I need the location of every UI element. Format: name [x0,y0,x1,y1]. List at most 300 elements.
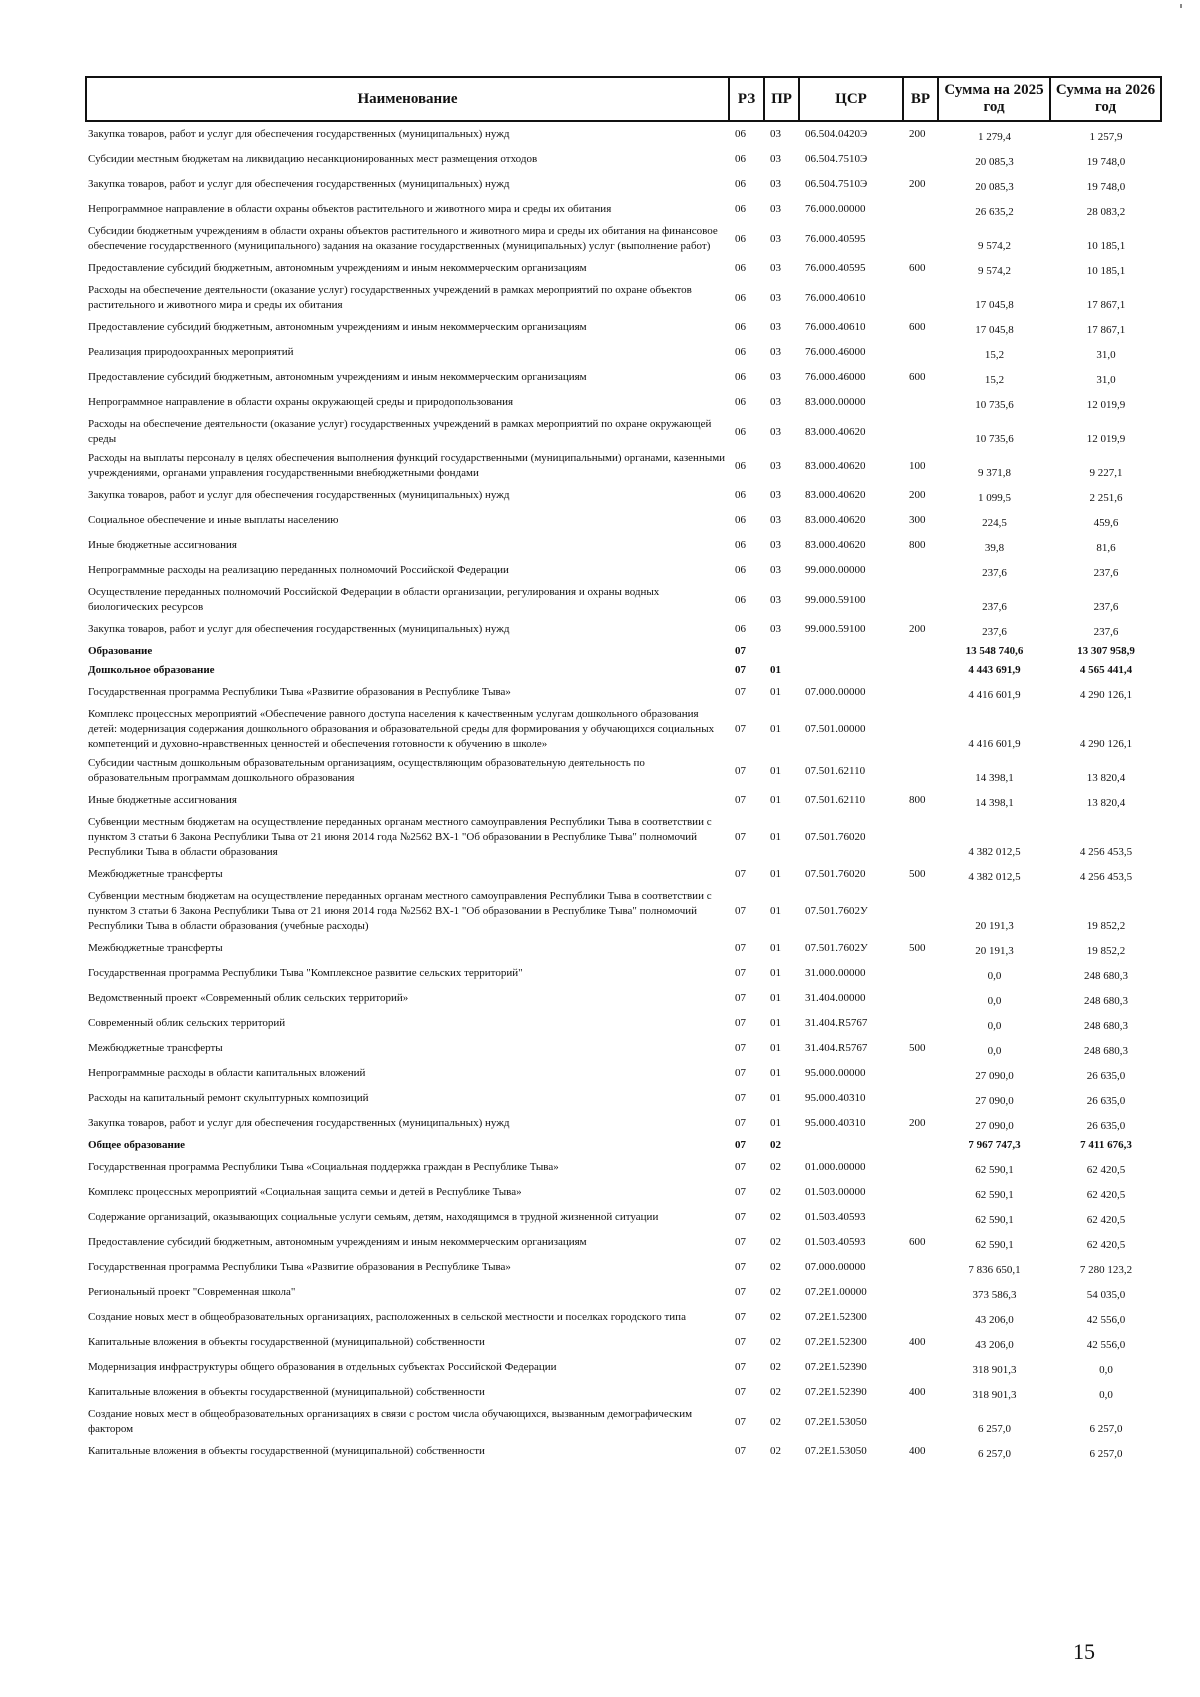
row-sum-2025: 318 901,3 [972,1364,1017,1376]
row-name: Межбюджетные трансферты [88,1042,223,1054]
row-pr: 02 [770,1211,781,1223]
row-vr [903,961,938,986]
row-vr [903,1405,938,1439]
row-sum-2025: 62 590,1 [975,1164,1014,1176]
row-sum-2025: 9 371,8 [978,467,1011,479]
page-number: 15 [1073,1639,1095,1664]
row-rz: 07 [735,1286,746,1298]
row-rz: 07 [735,868,746,880]
row-rz: 07 [735,764,746,777]
row-name: Непрограммные расходы на реализацию переданных полномочий Российской Федерации [88,564,509,576]
row-vr [903,1011,938,1036]
table-row [86,1086,1161,1111]
row-pr: 01 [770,764,781,777]
row-name: Предоставление субсидий бюджетным, автономным учреждениям и иным некоммерческим организациям [88,371,587,383]
row-name: Субсидии бюджетным учреждениям в области охраны объектов растительного и животного мира и среды их обитания на финансовое обеспечение государственного (муниципального) задания на оказание государственных (муниципальных) услуг (выполнение работ) [88,225,718,252]
row-sum-2026: 0,0 [1099,1364,1113,1376]
row-csr: 07.2Е1.53050 [805,1415,867,1428]
row-vr [903,1355,938,1380]
row-rz: 07 [735,1092,746,1104]
row-pr: 03 [770,539,781,551]
row-sum-2026: 10 185,1 [1086,240,1126,252]
row-csr: 83.000.40620 [805,425,866,438]
row-sum-2025: 9 574,2 [978,240,1011,252]
table-row [86,508,1161,533]
row-vr [903,281,938,315]
row-sum-2026: 13 307 958,9 [1077,645,1135,657]
row-name: Осуществление переданных полномочий Российской Федерации в области организации, регулирования и охраны водных биологических ресурсов [88,586,660,613]
row-rz: 06 [735,623,746,635]
table-body [86,121,1161,1464]
row-pr: 02 [770,1139,781,1151]
row-sum-2025: 7 836 650,1 [968,1264,1021,1276]
row-vr [903,887,938,936]
row-vr: 400 [909,1445,926,1457]
table-row [86,1355,1161,1380]
row-csr: 31.404.R5767 [805,1017,868,1029]
header-vr: ВР [903,77,938,121]
row-csr: 83.000.40620 [805,539,866,551]
row-name: Образование [88,645,153,657]
row-sum-2025: 15,2 [984,374,1005,386]
row-rz: 07 [735,686,746,698]
table-row [86,222,1161,256]
row-csr: 95.000.40310 [805,1117,866,1129]
row-sum-2026: 12 019,9 [1086,433,1126,445]
table-row [86,754,1161,788]
row-sum-2025: 6 257,0 [978,1448,1011,1460]
row-sum-2026: 42 556,0 [1086,1314,1126,1326]
table-row [86,788,1161,813]
table-row [86,1305,1161,1330]
row-name: Комплекс процессных мероприятий «Социальная защита семьи и детей в Республике Тыва» [88,1186,522,1198]
row-vr: 100 [909,459,926,472]
row-sum-2025: 0,0 [987,995,1002,1007]
table-row [86,1280,1161,1305]
row-rz: 07 [735,664,746,676]
row-vr [903,340,938,365]
row-sum-2026: 54 035,0 [1086,1289,1126,1301]
row-pr: 01 [770,794,781,806]
row-rz: 06 [735,291,746,304]
header-sum-2025: Сумма на 2025 год [938,77,1050,121]
row-sum-2025: 62 590,1 [975,1214,1014,1226]
row-pr: 03 [770,153,781,165]
row-pr: 03 [770,459,781,472]
row-csr: 07.501.7602У [805,905,868,917]
table-row [86,483,1161,508]
row-csr: 83.000.40620 [805,459,866,472]
row-sum-2025: 4 416 601,9 [968,738,1021,750]
row-vr: 500 [909,942,926,954]
table-row [86,340,1161,365]
row-vr: 200 [909,489,926,501]
table-row [86,1036,1161,1061]
row-csr [799,1136,903,1155]
row-pr: 02 [770,1386,781,1398]
row-sum-2025: 10 735,6 [975,399,1014,411]
row-vr [903,583,938,617]
row-vr [903,1205,938,1230]
row-sum-2026: 26 635,0 [1086,1095,1126,1107]
row-csr: 95.000.00000 [805,1067,866,1079]
row-sum-2025: 4 416 601,9 [968,689,1021,701]
row-pr: 03 [770,425,781,438]
budget-table-container [85,76,1160,1464]
row-vr [903,1086,938,1111]
row-name: Расходы на обеспечение деятельности (оказание услуг) государственных учреждений в рамках мероприятий по охране окружающей среды [88,418,712,445]
row-sum-2026: 237,6 [1093,626,1119,638]
table-row [86,1061,1161,1086]
table-row [86,256,1161,281]
row-sum-2025: 7 967 747,3 [968,1139,1021,1151]
row-rz: 07 [735,1161,746,1173]
row-sum-2026: 9 227,1 [1089,467,1123,479]
row-sum-2026: 28 083,2 [1086,206,1126,218]
row-name: Межбюджетные трансферты [88,868,223,880]
row-csr: 01.503.40593 [805,1236,866,1248]
row-sum-2026: 7 411 676,3 [1080,1139,1132,1151]
row-vr: 500 [909,868,926,880]
row-sum-2025: 20 191,3 [975,920,1014,932]
row-csr: 07.501.62110 [805,794,866,806]
scan-mark [1180,4,1182,8]
row-sum-2026: 4 290 126,1 [1079,689,1133,701]
table-row [86,1205,1161,1230]
row-pr: 01 [770,686,781,698]
table-row [86,1111,1161,1136]
row-rz: 07 [735,967,746,979]
row-pr: 02 [770,1445,781,1457]
row-name: Общее образование [88,1139,186,1151]
row-csr: 76.000.40610 [805,321,866,333]
row-name: Государственная программа Республики Тыва «Социальная поддержка граждан в Республике Тыва» [88,1161,559,1173]
row-name: Капитальные вложения в объекты государственной (муниципальной) собственности [88,1386,485,1398]
row-sum-2026: 4 256 453,5 [1079,846,1133,858]
row-name: Субвенции местным бюджетам на осуществление переданных органам местного самоуправления Республики Тыва в соответствии с пунктом 3 статьи 6 Закона Республики Тыва от 21 июня 2014 года №2562 ВХ-1 "Об образовании в Республике Тыва" полномочий Республики Тыва в области образования (учебные расходы) [88,890,712,932]
row-name: Предоставление субсидий бюджетным, автономным учреждениям и иным некоммерческим организациям [88,321,587,333]
row-sum-2025: 6 257,0 [978,1423,1011,1435]
row-csr: 06.504.0420Э [805,128,868,140]
row-vr [903,197,938,222]
row-sum-2026: 62 420,5 [1086,1189,1126,1201]
table-row [86,1439,1161,1464]
table-row [86,813,1161,862]
row-pr: 01 [770,868,781,880]
row-vr [903,661,938,680]
row-name: Предоставление субсидий бюджетным, автономным учреждениям и иным некоммерческим организациям [88,262,587,274]
row-sum-2025: 1 099,5 [978,492,1011,504]
row-csr: 06.504.7510Э [805,153,868,165]
table-row [86,390,1161,415]
table-row [86,887,1161,936]
table-row [86,315,1161,340]
row-pr: 01 [770,992,781,1004]
row-vr: 600 [909,262,926,274]
row-pr: 03 [770,346,781,358]
table-row [86,642,1161,661]
row-csr: 76.000.46000 [805,346,866,358]
row-sum-2025: 10 735,6 [975,433,1014,445]
row-name: Субвенции местным бюджетам на осуществление переданных органам местного самоуправления Республики Тыва в соответствии с пунктом 3 статьи 6 Закона Республики Тыва от 21 июня 2014 года №2562 ВХ-1 "Об образовании в Республике Тыва" полномочий Республики Тыва в области образования [88,816,712,858]
row-rz: 07 [735,992,746,1004]
row-sum-2026: 237,6 [1093,567,1119,579]
row-sum-2026: 237,6 [1093,601,1119,613]
row-rz: 07 [735,1311,746,1323]
row-vr: 600 [909,371,926,383]
table-row [86,365,1161,390]
row-csr: 07.501.62110 [805,764,866,777]
row-sum-2026: 42 556,0 [1086,1339,1126,1351]
row-name: Межбюджетные трансферты [88,942,223,954]
row-name: Иные бюджетные ассигнования [88,539,237,551]
row-sum-2026: 248 680,3 [1084,970,1128,982]
row-sum-2026: 31,0 [1096,349,1116,361]
row-vr: 200 [909,178,926,190]
row-rz: 07 [735,645,746,657]
row-name: Государственная программа Республики Тыва «Развитие образования в Республике Тыва» [88,1261,511,1273]
row-rz: 06 [735,425,746,438]
row-sum-2025: 62 590,1 [975,1239,1014,1251]
row-pr: 01 [770,723,781,735]
row-csr: 83.000.00000 [805,396,866,408]
row-rz: 07 [735,1017,746,1029]
row-rz: 07 [735,1211,746,1223]
row-vr: 800 [909,794,926,806]
row-sum-2026: 0,0 [1099,1389,1113,1401]
row-sum-2026: 19 852,2 [1086,920,1126,932]
row-sum-2026: 1 257,9 [1089,131,1123,143]
table-row [86,617,1161,642]
row-rz: 06 [735,371,746,383]
row-vr [903,705,938,754]
table-row [86,583,1161,617]
row-rz: 07 [735,1236,746,1248]
row-csr: 01.000.00000 [805,1161,866,1173]
row-name: Дошкольное образование [88,664,215,676]
table-row [86,1330,1161,1355]
row-name: Реализация природоохранных мероприятий [88,346,294,358]
row-pr: 02 [770,1161,781,1173]
row-pr: 02 [770,1236,781,1248]
row-name: Создание новых мест в общеобразовательных организациях, расположенных в сельской местности и поселках городского типа [88,1311,686,1323]
row-pr: 02 [770,1286,781,1298]
row-pr: 03 [770,564,781,576]
row-vr: 600 [909,1236,926,1248]
row-rz: 06 [735,262,746,274]
row-vr [903,1280,938,1305]
row-sum-2025: 27 090,0 [975,1070,1014,1082]
table-row [86,1380,1161,1405]
row-csr: 07.000.00000 [805,686,866,698]
row-csr: 76.000.40610 [805,291,866,304]
row-rz: 07 [735,1186,746,1198]
row-rz: 06 [735,489,746,501]
row-csr: 06.504.7510Э [805,178,868,190]
row-sum-2026: 248 680,3 [1084,1020,1128,1032]
row-vr: 800 [909,539,926,551]
row-sum-2025: 27 090,0 [975,1095,1014,1107]
row-name: Государственная программа Республики Тыва «Развитие образования в Республике Тыва» [88,686,511,698]
row-sum-2025: 14 398,1 [975,797,1014,809]
row-pr: 03 [770,321,781,333]
row-name: Закупка товаров, работ и услуг для обеспечения государственных (муниципальных) нужд [88,489,510,501]
row-csr: 07.2Е1.52300 [805,1311,867,1323]
row-sum-2025: 318 901,3 [972,1389,1017,1401]
row-sum-2026: 13 820,4 [1086,772,1126,784]
table-header-row [86,77,1161,121]
row-sum-2025: 15,2 [984,349,1005,361]
row-rz: 07 [735,1117,746,1129]
row-sum-2026: 13 820,4 [1086,797,1126,809]
table-row [86,558,1161,583]
row-sum-2026: 4 256 453,5 [1079,871,1133,883]
row-rz: 06 [735,203,746,215]
row-pr: 01 [770,905,781,917]
row-pr: 03 [770,262,781,274]
row-vr: 200 [909,1117,926,1129]
row-rz: 07 [735,1361,746,1373]
row-rz: 07 [735,1042,746,1054]
budget-table [85,76,1162,1464]
row-vr [903,558,938,583]
table-row [86,961,1161,986]
row-sum-2026: 62 420,5 [1086,1214,1126,1226]
row-sum-2025: 20 085,3 [975,181,1014,193]
table-row [86,197,1161,222]
row-name: Комплекс процессных мероприятий «Обеспечение равного доступа населения к качественным услугам дошкольного образования детей: модернизация содержания дошкольного образования и образовательной среды для формирования у обучающихся социальных компетенций и духовно-нравственных ценностей и обеспечения готовности к обучению в школе» [88,708,715,750]
row-rz: 06 [735,346,746,358]
row-rz: 06 [735,128,746,140]
row-vr [903,642,938,661]
row-vr [903,222,938,256]
row-csr [799,661,903,680]
row-sum-2026: 459,6 [1093,517,1119,529]
table-row [86,1255,1161,1280]
row-name: Субсидии частным дошкольным образовательным организациям, осуществляющим образовательную деятельность по образовательным программам дошкольного образования [88,757,645,784]
row-rz: 06 [735,539,746,551]
row-vr: 400 [909,1386,926,1398]
row-pr: 01 [770,1042,781,1054]
row-sum-2025: 27 090,0 [975,1120,1014,1132]
table-row [86,936,1161,961]
row-vr [903,415,938,449]
row-csr: 07.501.00000 [805,723,866,735]
header-pr: ПР [764,77,799,121]
row-csr: 31.404.00000 [805,992,866,1004]
row-sum-2026: 31,0 [1096,374,1116,386]
row-pr: 02 [770,1186,781,1198]
row-sum-2025: 4 382 012,5 [968,871,1021,883]
row-csr: 99.000.00000 [805,564,866,576]
table-row [86,986,1161,1011]
row-csr: 07.2Е1.52390 [805,1361,867,1373]
row-sum-2026: 62 420,5 [1086,1164,1126,1176]
row-rz: 06 [735,321,746,333]
row-csr: 95.000.40310 [805,1092,866,1104]
row-sum-2026: 248 680,3 [1084,1045,1128,1057]
row-pr: 02 [770,1415,781,1428]
table-row [86,1155,1161,1180]
row-sum-2025: 20 085,3 [975,156,1014,168]
row-rz: 06 [735,178,746,190]
row-rz: 07 [735,1336,746,1348]
table-row [86,705,1161,754]
row-name: Капитальные вложения в объекты государственной (муниципальной) собственности [88,1336,485,1348]
header-sum-2026: Сумма на 2026 год [1050,77,1161,121]
row-vr [903,1155,938,1180]
row-pr: 03 [770,489,781,501]
row-csr: 76.000.40595 [805,262,866,274]
row-sum-2025: 43 206,0 [975,1314,1014,1326]
table-row [86,533,1161,558]
row-rz: 07 [735,831,746,843]
row-csr: 31.000.00000 [805,967,866,979]
row-pr: 02 [770,1311,781,1323]
row-sum-2026: 26 635,0 [1086,1070,1126,1082]
row-name: Закупка товаров, работ и услуг для обеспечения государственных (муниципальных) нужд [88,128,510,140]
row-sum-2025: 62 590,1 [975,1189,1014,1201]
header-name: Наименование [86,77,729,121]
row-pr: 03 [770,396,781,408]
row-pr: 03 [770,203,781,215]
row-vr [903,1305,938,1330]
row-rz: 07 [735,723,746,735]
row-sum-2026: 4 565 441,4 [1079,664,1133,676]
row-vr: 400 [909,1336,926,1348]
row-rz: 07 [735,1139,746,1151]
row-sum-2025: 237,6 [982,567,1007,579]
table-row [86,1180,1161,1205]
row-sum-2025: 0,0 [987,970,1002,982]
row-vr [903,813,938,862]
row-name: Закупка товаров, работ и услуг для обеспечения государственных (муниципальных) нужд [88,178,510,190]
row-sum-2026: 248 680,3 [1084,995,1128,1007]
row-sum-2026: 10 185,1 [1086,265,1126,277]
row-sum-2026: 62 420,5 [1086,1239,1126,1251]
row-name: Непрограммное направление в области охраны объектов растительного и животного мира и среды их обитания [88,203,612,215]
row-sum-2026: 12 019,9 [1086,399,1126,411]
row-pr: 03 [770,371,781,383]
row-name: Создание новых мест в общеобразовательных организациях в связи с ростом числа обучающихся, вызванным демографическим фактором [88,1408,693,1435]
row-name: Ведомственный проект «Современный облик сельских территорий» [88,992,409,1004]
row-sum-2026: 19 852,2 [1086,945,1126,957]
row-name: Расходы на капитальный ремонт скульптурных композиций [88,1092,369,1104]
row-sum-2025: 237,6 [982,601,1007,613]
row-vr [903,754,938,788]
row-csr: 31.404.R5767 [805,1042,868,1054]
row-name: Государственная программа Республики Тыва "Комплексное развитие сельских территорий" [88,967,523,979]
row-sum-2025: 17 045,8 [975,299,1014,311]
row-vr [903,1136,938,1155]
row-pr: 01 [770,1067,781,1079]
row-sum-2025: 14 398,1 [975,772,1014,784]
row-rz: 06 [735,514,746,526]
row-csr: 99.000.59100 [805,623,866,635]
row-name: Непрограммное направление в области охраны окружающей среды и природопользования [88,396,514,408]
row-sum-2025: 0,0 [987,1045,1002,1057]
row-vr [903,1255,938,1280]
table-row [86,415,1161,449]
row-sum-2026: 2 251,6 [1089,492,1123,504]
row-vr: 500 [909,1042,926,1054]
row-sum-2025: 9 574,2 [978,265,1011,277]
row-rz: 06 [735,593,746,606]
row-vr: 300 [909,514,926,526]
row-rz: 07 [735,1261,746,1273]
table-row [86,281,1161,315]
row-pr: 01 [770,664,781,676]
